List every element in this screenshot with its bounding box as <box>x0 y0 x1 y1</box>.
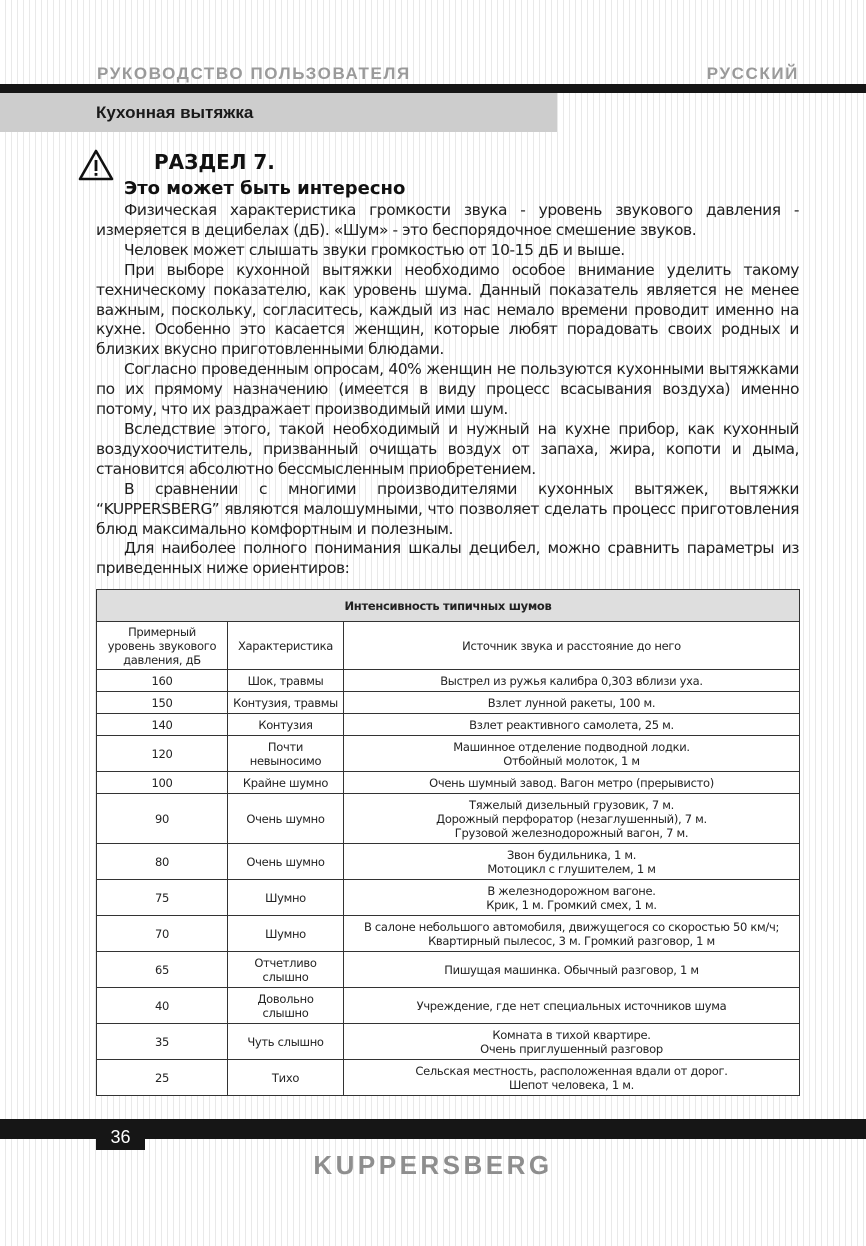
table-caption: Интенсивность типичных шумов <box>97 590 800 622</box>
cell-source: Взлет лунной ракеты, 100 м. <box>344 692 800 714</box>
cell-characteristic: Очень шумно <box>228 794 344 844</box>
cell-characteristic: Очень шумно <box>228 844 344 880</box>
cell-level: 70 <box>97 916 228 952</box>
header-language: РУССКИЙ <box>706 64 799 83</box>
table-row <box>97 844 800 880</box>
cell-level: 100 <box>97 772 228 794</box>
paragraph: Вследствие этого, такой необходимый и нужный на кухне прибор, как кухонный воздухоочиститель, призванный очищать воздух от запаха, жира, копоти и дыма, становится абсолютно бессмысленным приобретением. <box>96 419 799 478</box>
table-row <box>97 952 800 988</box>
warning-icon <box>78 149 114 181</box>
cell-level: 25 <box>97 1060 228 1096</box>
cell-level: 90 <box>97 794 228 844</box>
cell-source: Комната в тихой квартире. Очень приглушенный разговор <box>344 1024 800 1060</box>
paragraph: Физическая характеристика громкости звука - уровень звукового давления - измеряется в децибелах (дБ). «Шум» - это беспорядочное смешение звуков. <box>96 201 799 239</box>
cell-level: 80 <box>97 844 228 880</box>
cell-characteristic: Крайне шумно <box>228 772 344 794</box>
paragraph: Человек может слышать звуки громкостью от 10-15 дБ и выше. <box>124 240 625 259</box>
cell-level: 120 <box>97 736 228 772</box>
cell-source: В салоне небольшого автомобиля, движущегося со скоростью 50 км/ч; Квартирный пылесос, 3 м. Громкий разговор, 1 м <box>344 916 800 952</box>
cell-characteristic: Шумно <box>228 916 344 952</box>
table-row <box>97 736 800 772</box>
noise-intensity-table <box>96 589 800 1096</box>
column-header-level: Примерный уровень звукового давления, дБ <box>97 622 228 670</box>
table-row <box>97 772 800 794</box>
brand-logo: KUPPERSBERG <box>313 1150 553 1180</box>
table-row <box>97 988 800 1024</box>
subtitle-bar <box>0 93 557 132</box>
table-row <box>97 794 800 844</box>
cell-characteristic: Почти невыносимо <box>228 736 344 772</box>
cell-characteristic: Довольно слышно <box>228 988 344 1024</box>
header-divider <box>0 84 866 93</box>
cell-characteristic: Контузия <box>228 714 344 736</box>
cell-level: 140 <box>97 714 228 736</box>
section-title: РАЗДЕЛ 7. <box>154 150 275 174</box>
body-text <box>96 201 799 579</box>
page-number: 36 <box>96 1127 145 1150</box>
cell-characteristic: Отчетливо слышно <box>228 952 344 988</box>
cell-source: Взлет реактивного самолета, 25 м. <box>344 714 800 736</box>
paragraph: Для наиболее полного понимания шкалы децибел, можно сравнить параметры из приведенных ниже ориентиров: <box>96 539 799 578</box>
cell-level: 75 <box>97 880 228 916</box>
table-row <box>97 670 800 692</box>
cell-source: Сельская местность, расположенная вдали от дорог. Шепот человека, 1 м. <box>344 1060 800 1096</box>
cell-characteristic: Чуть слышно <box>228 1024 344 1060</box>
product-subtitle: Кухонная вытяжка <box>96 103 254 122</box>
paragraph: При выборе кухонной вытяжки необходимо особое внимание уделить такому техническому показателю, как уровень шума. Данный показатель является не менее важным, поскольку, согласитесь, каждый из нас немало времени проводит именно на кухне. Особенно это касается женщин, которые любят порадовать своих родных и близких вкусно приготовленными блюдами. <box>96 260 799 359</box>
cell-source: Очень шумный завод. Вагон метро (прерывисто) <box>344 772 800 794</box>
cell-source: Тяжелый дизельный грузовик, 7 м. Дорожный перфоратор (незаглушенный), 7 м. Грузовой железнодорожный вагон, 7 м. <box>344 794 800 844</box>
table-row <box>97 714 800 736</box>
cell-level: 150 <box>97 692 228 714</box>
column-header-source: Источник звука и расстояние до него <box>344 622 800 670</box>
cell-characteristic: Тихо <box>228 1060 344 1096</box>
table-row <box>97 916 800 952</box>
cell-level: 65 <box>97 952 228 988</box>
cell-source: Пишущая машинка. Обычный разговор, 1 м <box>344 952 800 988</box>
table-row <box>97 880 800 916</box>
paragraph: Согласно проведенным опросам, 40% женщин не пользуются кухонными вытяжками по их прямому назначению (имеется в виду процесс всасывания воздуха) именно потому, что их раздражает производимый ими шум. <box>96 360 799 419</box>
column-header-characteristic: Характеристика <box>228 622 344 670</box>
cell-source: Учреждение, где нет специальных источников шума <box>344 988 800 1024</box>
cell-source: Машинное отделение подводной лодки. Отбойный молоток, 1 м <box>344 736 800 772</box>
cell-level: 35 <box>97 1024 228 1060</box>
table-row <box>97 1024 800 1060</box>
header-manual-title: РУКОВОДСТВО ПОЛЬЗОВАТЕЛЯ <box>97 64 411 83</box>
table-row <box>97 1060 800 1096</box>
cell-source: В железнодорожном вагоне. Крик, 1 м. Громкий смех, 1 м. <box>344 880 800 916</box>
cell-level: 40 <box>97 988 228 1024</box>
cell-level: 160 <box>97 670 228 692</box>
cell-characteristic: Шумно <box>228 880 344 916</box>
table-row <box>97 692 800 714</box>
section-subtitle: Это может быть интересно <box>124 178 406 199</box>
cell-characteristic: Шок, травмы <box>228 670 344 692</box>
cell-characteristic: Контузия, травмы <box>228 692 344 714</box>
paragraph: В сравнении с многими производителями кухонных вытяжек, вытяжки “KUPPERSBERG” являются малошумными, что позволяет сделать процесс приготовления блюд максимально комфортным и полезным. <box>96 479 799 538</box>
cell-source: Выстрел из ружья калибра 0,303 вблизи уха. <box>344 670 800 692</box>
cell-source: Звон будильника, 1 м. Мотоцикл с глушителем, 1 м <box>344 844 800 880</box>
